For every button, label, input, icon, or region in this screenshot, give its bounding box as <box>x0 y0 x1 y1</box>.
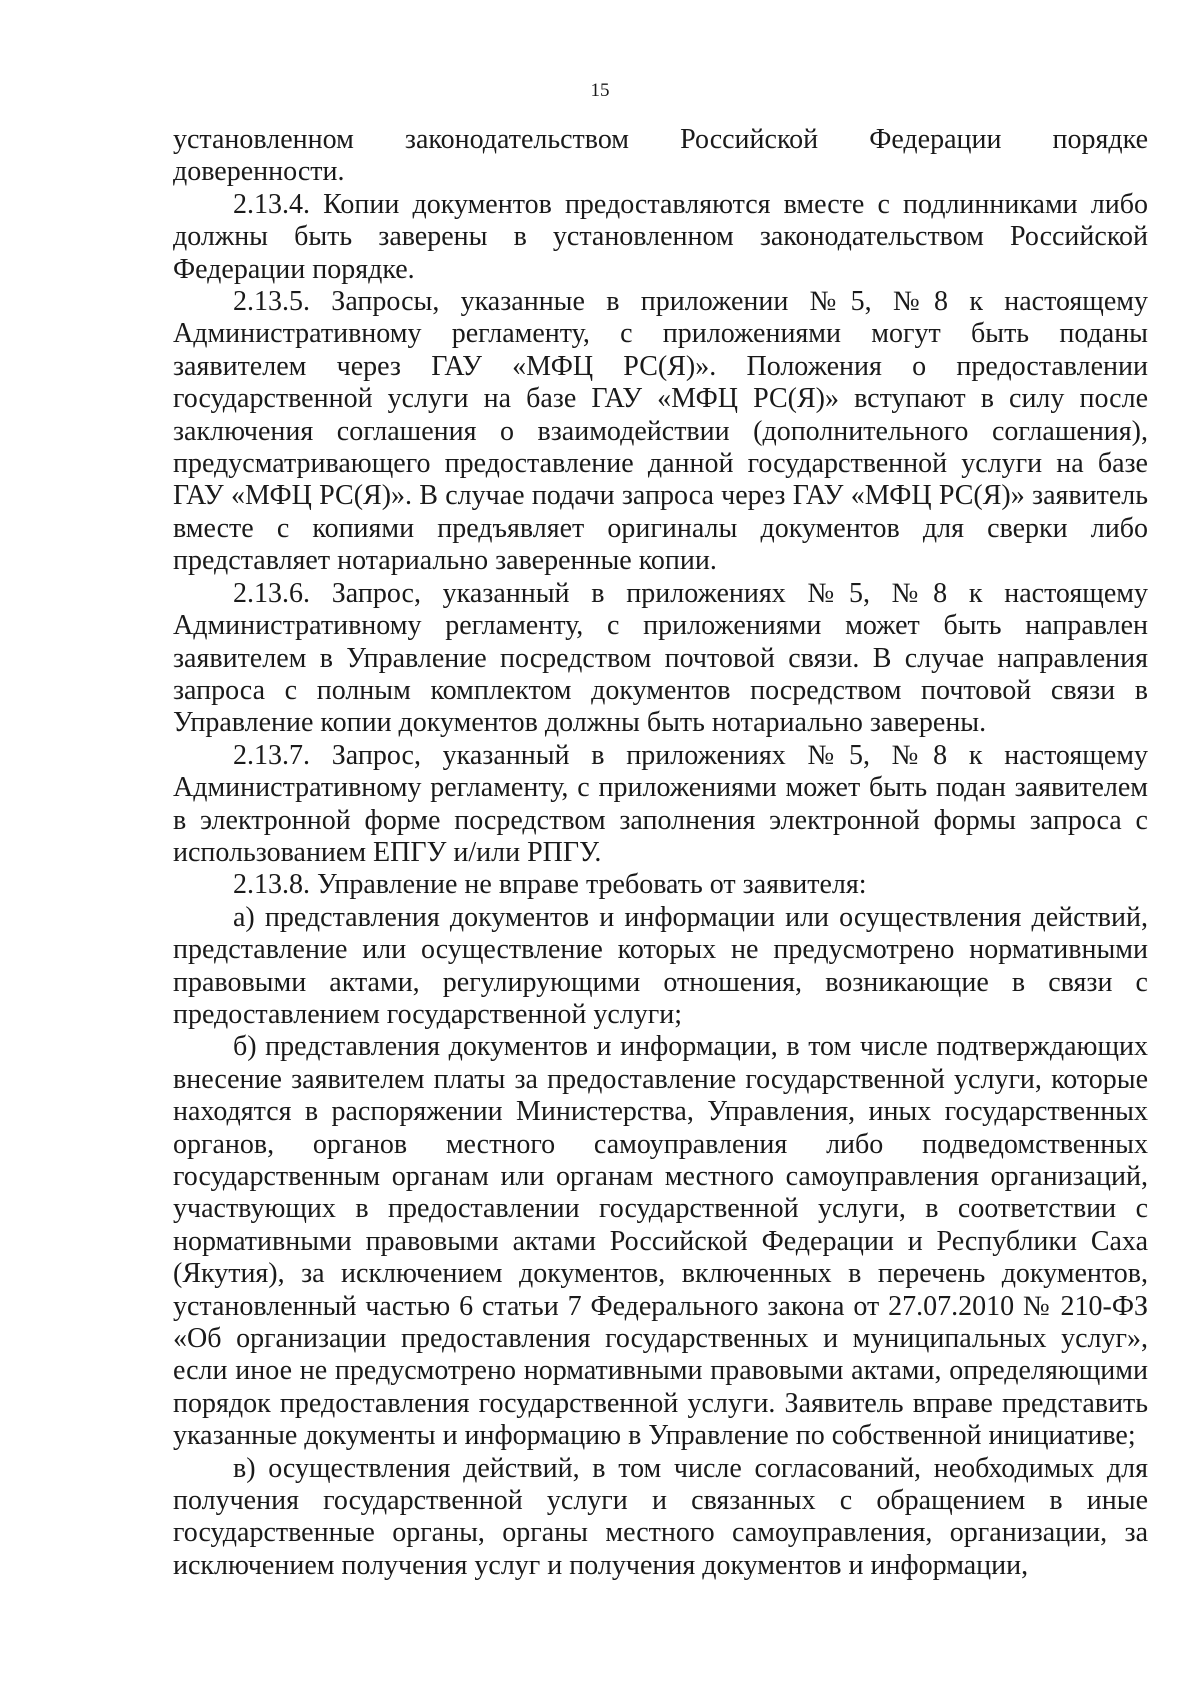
list-item-b: б) представления документов и информации, в том числе подтверждающих внесение заявителем платы за предоставление государственной услуги, которые находятся в распоряжении Министерства, Управления, иных государственных органов, органов местного самоуправления либо подведомственных государственным органам или органам местного самоуправления организаций, участвующих в предоставлении государственной услуги, в соответствии с нормативными правовыми актами Российской Федерации и Республики Саха (Якутия), за исключением документов, включенных в перечень документов, установленный частью 6 статьи 7 Федерального закона от 27.07.2010 № 210-ФЗ «Об организации предоставления государственных и муниципальных услуг», если иное не предусмотрено нормативными правовыми актами, определяющими порядок предоставления государственной услуги. Заявитель вправе представить указанные документы и информацию в Управление по собственной инициативе; <box>173 1031 1148 1452</box>
document-body <box>173 124 1148 1582</box>
paragraph-continuation: установленном законодательством Российской Федерации порядке доверенности. <box>173 124 1148 188</box>
paragraph-2-13-6: 2.13.6. Запрос, указанный в приложениях №5, №8 к настоящему Административному регламенту, с приложениями может быть направлен заявителем в Управление посредством почтовой связи. В случае направления запроса с полным комплектом документов посредством почтовой связи в Управление копии документов должны быть нотариально заверены. <box>173 577 1148 739</box>
list-item-v: в) осуществления действий, в том числе согласований, необходимых для получения государственной услуги и связанных с обращением в иные государственные органы, органы местного самоуправления, организации, за исключением получения услуг и получения документов и информации, <box>173 1452 1148 1581</box>
paragraph-2-13-8: 2.13.8. Управление не вправе требовать от заявителя: <box>233 869 867 901</box>
paragraph-2-13-5: 2.13.5. Запросы, указанные в приложении №5, №8 к настоящему Административному регламенту, с приложениями могут быть поданы заявителем через ГАУ «МФЦ РС(Я)». Положения о предоставлении государственной услуги на базе ГАУ «МФЦ РС(Я)» вступают в силу после заключения соглашения о взаимодействии (дополнительного соглашения), предусматривающего предоставление данной государственной услуги на базе ГАУ «МФЦ РС(Я)». В случае подачи запроса через ГАУ «МФЦ РС(Я)» заявитель вместе с копиями предъявляет оригиналы документов для сверки либо представляет нотариально заверенные копии. <box>173 286 1148 577</box>
list-item-a: а) представления документов и информации или осуществления действий, представление или осуществление которых не предусмотрено нормативными правовыми актами, регулирующими отношения, возникающие в связи с предоставлением государственной услуги; <box>173 901 1148 1030</box>
paragraph-2-13-4: 2.13.4. Копии документов предоставляются вместе с подлинниками либо должны быть заверены в установленном законодательством Российской Федерации порядке. <box>173 188 1148 285</box>
paragraph-2-13-7: 2.13.7. Запрос, указанный в приложениях №5, №8 к настоящему Административному регламенту, с приложениями может быть подан заявителем в электронной форме посредством заполнения электронной формы запроса с использованием ЕПГУ и/или РПГУ. <box>173 739 1148 868</box>
page-number: 15 <box>590 80 610 101</box>
